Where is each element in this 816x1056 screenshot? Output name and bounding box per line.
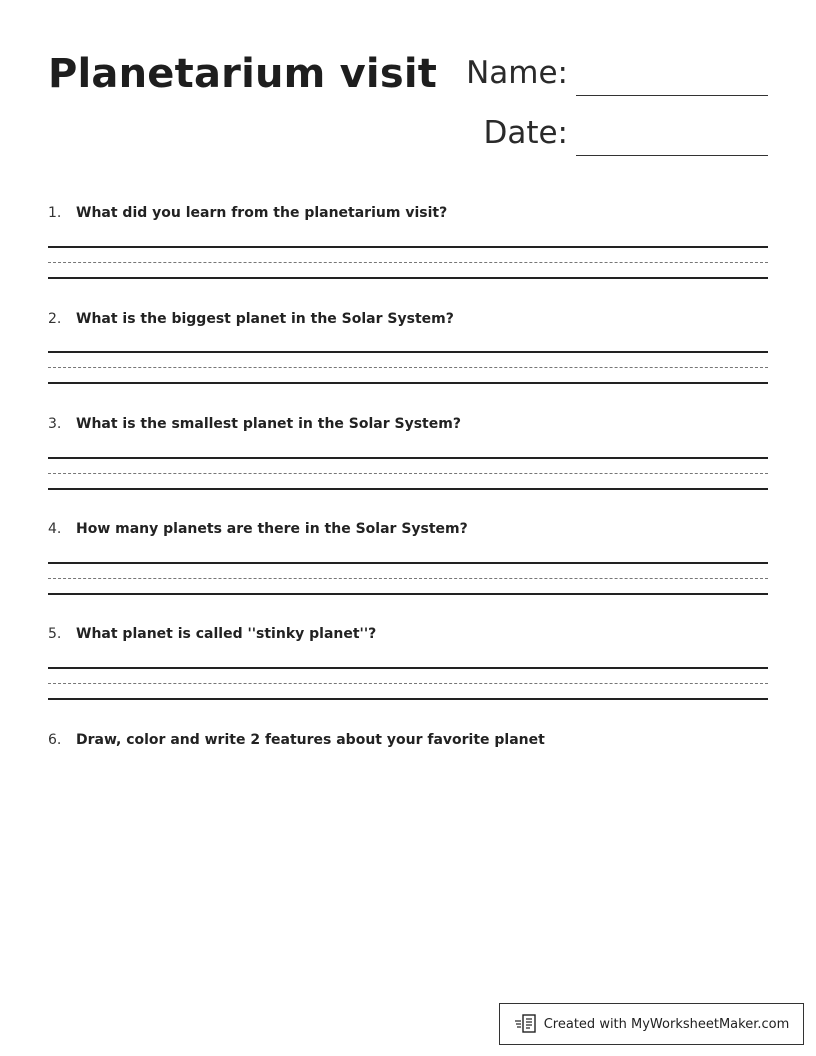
answer-line-top[interactable] — [48, 351, 768, 353]
answer-line-base[interactable] — [48, 382, 768, 384]
answer-line-base[interactable] — [48, 488, 768, 490]
question-number: 6. — [48, 732, 62, 748]
answer-line-mid — [48, 683, 768, 684]
date-line[interactable] — [576, 155, 768, 156]
question-text: What is the biggest planet in the Solar System? — [76, 311, 454, 327]
question-number: 5. — [48, 626, 62, 642]
name-line[interactable] — [576, 95, 768, 96]
worksheet-maker-logo-icon — [514, 1013, 538, 1035]
question-number: 2. — [48, 311, 62, 327]
question-text: What planet is called ''stinky planet''? — [76, 626, 377, 642]
answer-line-base[interactable] — [48, 593, 768, 595]
answer-line-mid — [48, 262, 768, 263]
answer-line-mid — [48, 367, 768, 368]
answer-line-mid — [48, 578, 768, 579]
footer-credit-box[interactable] — [499, 1003, 804, 1045]
answer-line-mid — [48, 473, 768, 474]
footer-credit-text[interactable]: Created with MyWorksheetMaker.com — [543, 1016, 790, 1032]
question-number: 3. — [48, 416, 62, 432]
question-text: Draw, color and write 2 features about your favorite planet — [76, 732, 545, 748]
question-text: What is the smallest planet in the Solar System? — [76, 416, 461, 432]
question-number: 1. — [48, 205, 62, 221]
drawing-area[interactable] — [48, 760, 768, 980]
question-text: How many planets are there in the Solar System? — [76, 521, 468, 537]
answer-line-base[interactable] — [48, 277, 768, 279]
name-label: Name: — [466, 55, 568, 91]
question-text: What did you learn from the planetarium visit? — [76, 205, 448, 221]
answer-line-base[interactable] — [48, 698, 768, 700]
answer-line-top[interactable] — [48, 562, 768, 564]
date-label: Date: — [483, 115, 568, 151]
answer-line-top[interactable] — [48, 457, 768, 459]
worksheet-title: Planetarium visit — [48, 51, 438, 97]
question-number: 4. — [48, 521, 62, 537]
answer-line-top[interactable] — [48, 667, 768, 669]
answer-line-top[interactable] — [48, 246, 768, 248]
